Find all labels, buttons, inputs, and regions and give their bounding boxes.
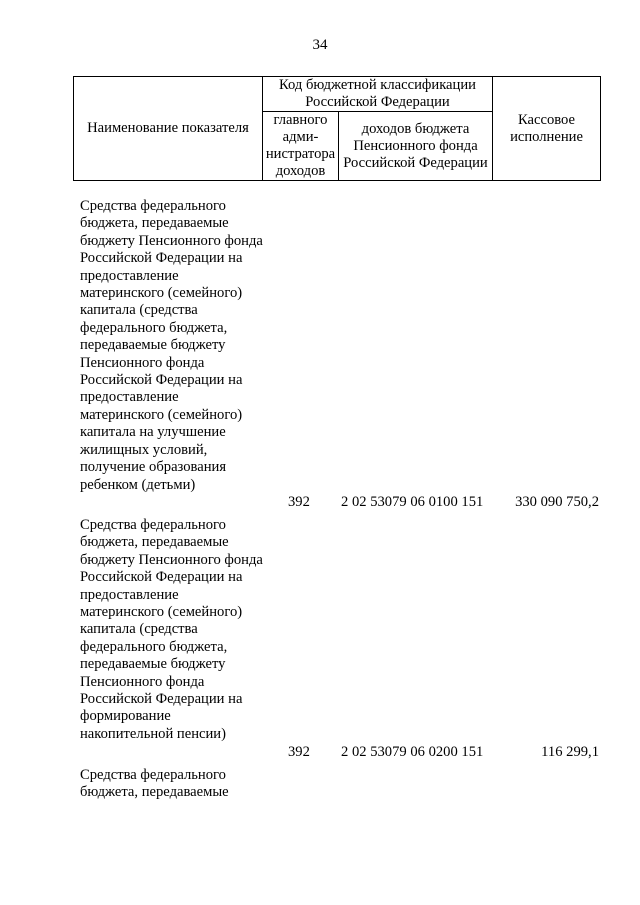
header-exec-label: Кассовое исполнение (510, 111, 583, 145)
header-right-border (600, 76, 601, 181)
table-header (73, 76, 601, 181)
row-admin-code: 392 (288, 494, 310, 510)
header-admin-column (263, 112, 338, 180)
header-admin-label: главного адми-нистратора доходов (265, 112, 336, 179)
row-indicator-name: Средства федерального бюджета, передаваемые (80, 767, 229, 801)
row-indicator-name: Средства федерального бюджета, передаваемые бюджету Пенсионного фонда Российской Федерации на предоставление материнского (семейного) капитала (средства федерального бюджета, передаваемые бюджету Пенсионного фонда Российской Федерации на предоставление материнского (семейного) капитала на улучшение жилищных условий, получение образования ребенком (детьми) (80, 198, 263, 493)
row-amount: 116 299,1 (541, 744, 599, 760)
header-name-column (74, 77, 262, 180)
header-bottom-border (73, 180, 601, 181)
header-code-group (263, 77, 492, 111)
row-indicator-name: Средства федерального бюджета, передаваемые бюджету Пенсионного фонда Российской Федерации на предоставление материнского (семейного) капитала (средства федерального бюджета, передаваемые бюджету Пенсионного фонда Российской Федерации на формирование накопительной пенсии) (80, 517, 263, 742)
table-row (0, 517, 640, 761)
header-exec-column (493, 77, 600, 180)
row-amount: 330 090 750,2 (515, 494, 599, 510)
header-code-group-label: Код бюджетной классификации Российской Федерации (279, 77, 476, 110)
row-income-code: 2 02 53079 06 0100 151 (341, 494, 484, 510)
header-income-column (339, 112, 492, 180)
header-income-label: доходов бюджета Пенсионного фонда Российской Федерации (343, 120, 488, 171)
header-name-label: Наименование показателя (87, 120, 249, 136)
table-row (0, 198, 640, 516)
row-admin-code: 392 (288, 744, 310, 760)
row-income-code: 2 02 53079 06 0200 151 (341, 744, 484, 760)
page-number: 34 (312, 37, 328, 53)
table-row (0, 767, 640, 807)
